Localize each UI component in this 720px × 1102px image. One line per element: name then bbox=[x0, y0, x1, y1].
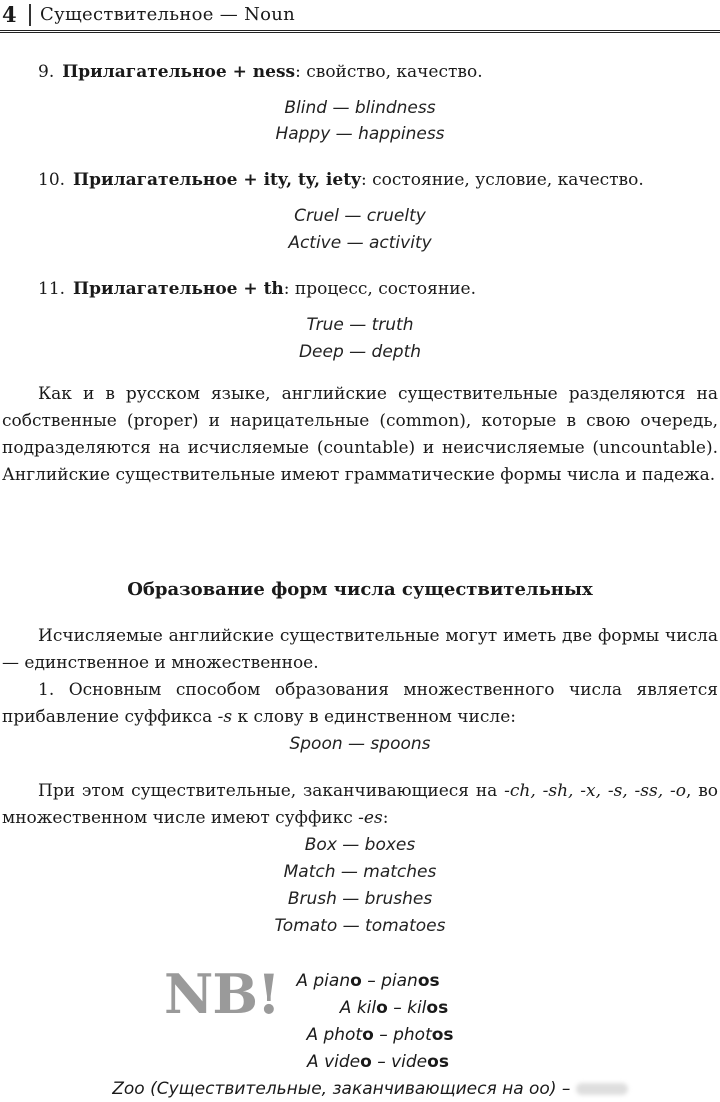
rule-number: 9. bbox=[38, 62, 55, 82]
zoo-line bbox=[0, 1076, 720, 1102]
example-line: Brush — brushes bbox=[287, 889, 433, 909]
running-title: Существительное — Noun bbox=[40, 4, 296, 25]
blurred-text bbox=[576, 1083, 628, 1095]
suffix: -es bbox=[358, 808, 383, 828]
example-line: Spoon — spoons bbox=[289, 734, 431, 754]
paragraph-text: : bbox=[382, 808, 389, 828]
rule-text: Основным способом образования множественного числа является прибавление суффикса bbox=[2, 680, 719, 727]
rule-meaning: : свойство, качество. bbox=[295, 62, 483, 82]
nb-example: A video – videos bbox=[307, 1052, 449, 1072]
section-title: Образование форм числа существительных bbox=[127, 579, 593, 600]
rule-formula: Прилагательное + ity, ty, iety bbox=[73, 170, 361, 190]
rule-number: 10. bbox=[38, 170, 66, 190]
rule-text: к слову в единственном числе: bbox=[232, 707, 516, 727]
rule-number: 1. bbox=[38, 680, 55, 700]
example-line: Match — matches bbox=[283, 862, 437, 882]
running-header bbox=[0, 0, 720, 33]
endings: -ch, -sh, -x, -s, -ss, -o bbox=[504, 781, 686, 801]
rule-formula: Прилагательное + ness bbox=[62, 62, 296, 82]
rule-11 bbox=[38, 277, 718, 301]
rule-meaning: : состояние, условие, качество. bbox=[360, 170, 644, 190]
paragraph-text: , во множественном числе имеют суффикс bbox=[2, 781, 719, 828]
zoo-text: Zoo (Существительные, заканчивающиеся на oo) – bbox=[112, 1079, 571, 1099]
example-line: Blind — blindness bbox=[284, 98, 436, 118]
page-number: 4 bbox=[2, 2, 17, 27]
plural-rule-1 bbox=[2, 677, 718, 731]
example-line: Tomato — tomatoes bbox=[274, 916, 446, 936]
example-line: True — truth bbox=[306, 315, 414, 335]
rule-number: 11. bbox=[38, 279, 66, 299]
nb-label: NB! bbox=[164, 962, 280, 1026]
intro-paragraph: Как и в русском языке, английские существительные разделяются на собственные (proper) и нарицательные (common), которые в свою очередь, подразделяются на исчисляемые (countable) и неисчисляемые (uncountable). Английские существительные имеют грамматические формы числа и падежа. bbox=[2, 384, 718, 485]
rule-formula: Прилагательное + th bbox=[73, 279, 284, 299]
nb-example: A piano – pianos bbox=[296, 971, 440, 991]
rule-9 bbox=[38, 60, 718, 84]
rule-10 bbox=[38, 168, 718, 192]
rule-meaning: : процесс, состояние. bbox=[283, 279, 476, 299]
example-line: Happy — happiness bbox=[275, 124, 445, 144]
suffix: -s bbox=[217, 707, 233, 727]
section-paragraph: Исчисляемые английские существительные могут иметь две формы числа — единственное и множественное. bbox=[2, 626, 718, 673]
nb-example: A photo – photos bbox=[306, 1025, 454, 1045]
example-line: Cruel — cruelty bbox=[294, 206, 426, 226]
example-line: Deep — depth bbox=[298, 342, 422, 362]
es-paragraph bbox=[2, 778, 718, 832]
header-separator bbox=[29, 4, 31, 26]
nb-example: A kilo – kilos bbox=[339, 998, 449, 1018]
example-line: Box — boxes bbox=[304, 835, 416, 855]
paragraph-text: При этом существительные, заканчивающиеся на bbox=[38, 781, 505, 801]
example-line: Active — activity bbox=[288, 233, 432, 253]
